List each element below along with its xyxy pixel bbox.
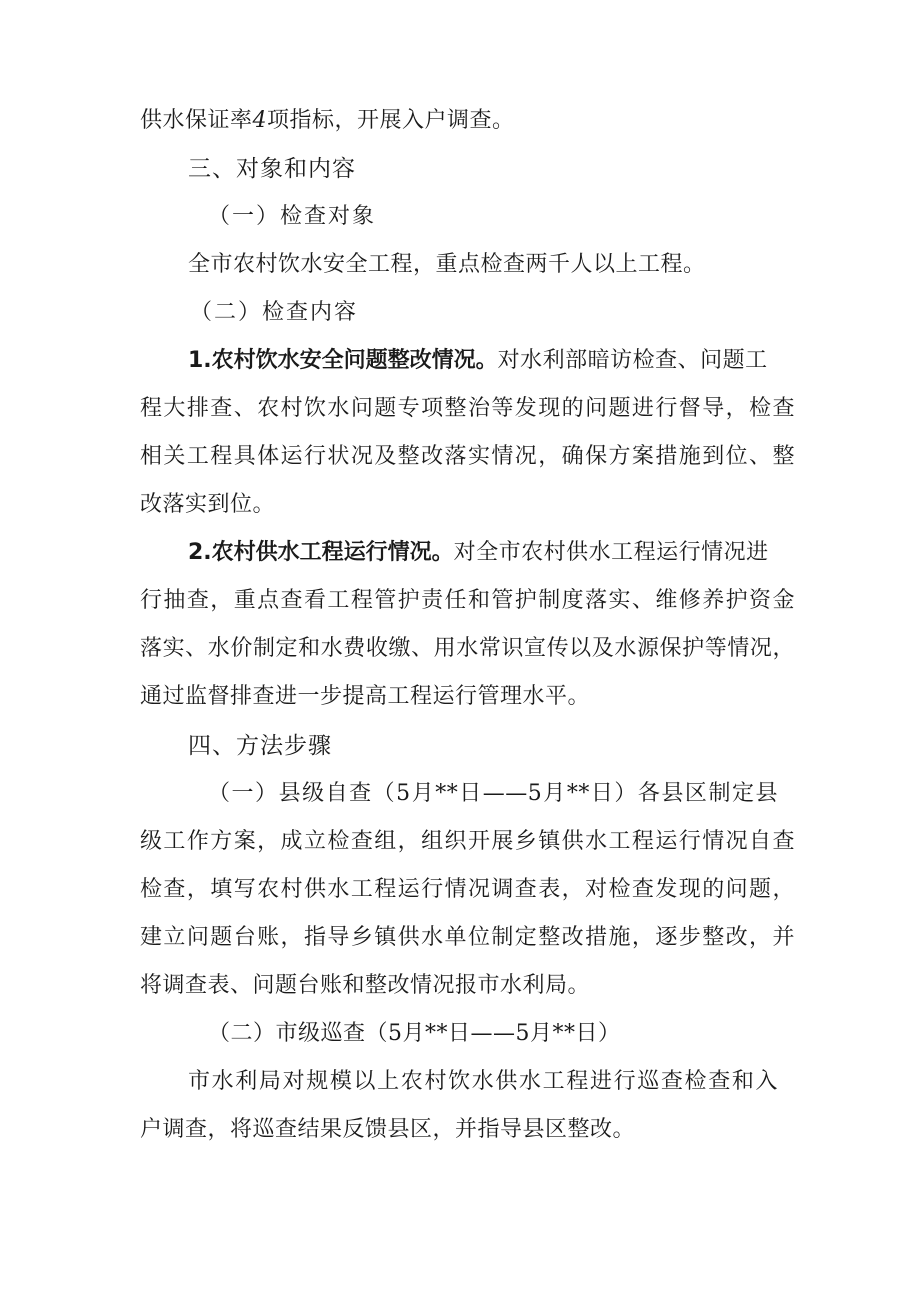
paragraph-line: 改落实到位。: [140, 492, 276, 517]
paragraph-line: 检查，填写农村供水工程运行情况调查表，对检查发现的问题，: [140, 877, 795, 902]
item2-label: 2.农村供水工程运行情况。: [188, 540, 454, 565]
paragraph-line: 市水利局对规模以上农村饮水供水工程进行巡查检查和入: [188, 1069, 778, 1094]
section-heading-4: 四、方法步骤: [188, 733, 332, 759]
intro-line: [140, 106, 515, 136]
paragraph-line: 全市农村饮水安全工程，重点检查两千人以上工程。: [188, 252, 706, 277]
subsection-title-step2: （二）市级巡查（5月**日——5月**日）: [208, 1021, 621, 1046]
indicator-count: 4: [252, 108, 268, 133]
intro-text-tail: 项指标，开展入户调查。: [267, 108, 515, 133]
item1-label: 1.农村饮水安全问题整改情况。: [188, 348, 498, 373]
paragraph-line: 程大排查、农村饮水问题专项整治等发现的问题进行督导，检查: [140, 396, 795, 421]
paragraph-line: 级工作方案，成立检查组，组织开展乡镇供水工程运行情况自查: [140, 829, 795, 854]
paragraph-line: 通过监督排查进一步提高工程运行管理水平。: [140, 684, 591, 709]
intro-text: 供水保证率: [140, 108, 253, 133]
item2-first-line: [188, 538, 769, 568]
subsection-title-2: （二）检查内容: [190, 300, 359, 325]
paragraph-line: 行抽查，重点查看工程管护责任和管护制度落实、维修养护资金: [140, 588, 795, 613]
item1-text: 对水利部暗访检查、问题工: [497, 348, 768, 373]
item2-text: 对全市农村供水工程运行情况进: [453, 540, 769, 565]
item1-first-line: [188, 346, 768, 376]
paragraph-line: 落实、水价制定和水费收缴、用水常识宣传以及水源保护等情况，: [140, 636, 795, 661]
paragraph-line: 户调查，将巡查结果反馈县区，并指导县区整改。: [140, 1117, 636, 1142]
section-heading-3: 三、对象和内容: [188, 156, 356, 182]
paragraph-line: 将调查表、问题台账和整改情况报市水利局。: [140, 973, 591, 998]
paragraph-line: 相关工程具体运行状况及整改落实情况，确保方案措施到位、整: [140, 444, 795, 469]
subsection-title-1: （一）检查对象: [208, 204, 377, 229]
step1-first-line: （一）县级自查（5月**日——5月**日）各县区制定县: [208, 781, 778, 806]
paragraph-line: 建立问题台账，指导乡镇供水单位制定整改措施，逐步整改，并: [140, 925, 795, 950]
